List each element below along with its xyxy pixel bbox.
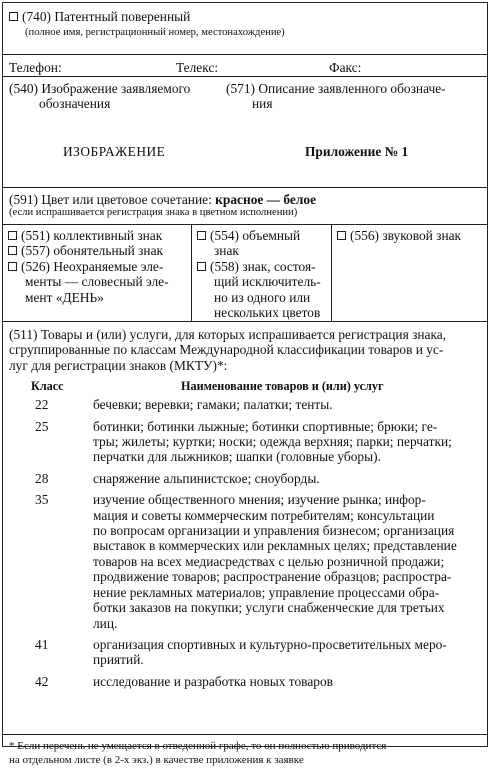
goods-description-line: организация спортивных и культурно-просветительных меро- [93, 636, 447, 652]
goods-services-section [3, 322, 487, 735]
checkbox-icon[interactable] [337, 231, 346, 240]
goods-description-line: мация и советы коммерческим потребителям; консультации [93, 507, 435, 523]
checkbox-icon[interactable] [8, 246, 17, 255]
goods-intro-line: сгруппированные по классам Международной классификации товаров и ус- [9, 342, 444, 358]
mark-type-column-1 [3, 225, 192, 321]
checkbox-icon[interactable] [197, 231, 206, 240]
mark-type-label: (557) обонятельный знак [21, 243, 164, 259]
mark-type-label: но из одного или [214, 289, 311, 305]
goods-description-line: нение рекламных материалов; управление процессами обра- [93, 584, 440, 600]
telex-label: Телекс: [176, 60, 219, 75]
goods-description [93, 674, 481, 689]
goods-description-line: исследование и разработка новых товаров [93, 673, 333, 689]
class-number: 22 [35, 397, 49, 413]
goods-description-line: по вопросам организации и управления бизнесом; организация [93, 523, 455, 539]
mark-type-label: (551) коллективный знак [21, 228, 163, 243]
goods-row [9, 492, 481, 631]
goods-row [9, 674, 481, 689]
footnote [3, 735, 487, 768]
goods-intro-line: луг для регистрации знаков (МКТУ)*: [9, 357, 228, 373]
goods-description-line: снаряжение альпинистское; сноуборды. [93, 470, 320, 486]
goods-description-line: ботки заказов на покупки; услуги снабженческие для третьих [93, 600, 445, 616]
footnote-line: * Если перечень не умещается в отведенной графе, то он полностью приводится [9, 740, 387, 752]
goods-intro [9, 327, 481, 373]
description-field-label [226, 81, 482, 112]
name-column-header: Наименование товаров и (или) услуг [181, 379, 384, 394]
goods-row [9, 637, 481, 668]
mark-type-option[interactable] [8, 243, 187, 258]
mark-type-section [3, 225, 487, 322]
image-field-label-line: обозначения [39, 96, 111, 112]
goods-description-line: лиц. [93, 615, 118, 631]
patent-attorney-hint: (полное имя, регистрационный номер, местонахождение) [25, 27, 285, 39]
goods-description-line: приятий. [93, 652, 144, 668]
checkbox-icon[interactable] [197, 262, 206, 271]
goods-description [93, 471, 481, 486]
goods-description [93, 419, 481, 465]
goods-description-line: ботинки; ботинки лыжные; ботинки спортивные; брюки; ге- [93, 418, 438, 434]
color-value: красное — белое [215, 192, 317, 207]
goods-row [9, 471, 481, 486]
mark-type-label: знак [214, 243, 239, 259]
mark-type-label: менты — словесный эле- [25, 274, 169, 290]
patent-attorney-line [9, 9, 481, 24]
class-number: 28 [35, 470, 49, 486]
goods-row [9, 397, 481, 412]
contacts-row [3, 55, 487, 77]
goods-description [93, 492, 481, 631]
description-field-label-line: (571) Описание заявленного обозначе- [226, 81, 446, 96]
color-hint: (если испрашивается регистрация знака в цветном исполнении) [9, 207, 298, 219]
mark-type-option[interactable] [197, 228, 327, 243]
mark-type-label: (554) объемный [210, 228, 301, 243]
goods-description [93, 397, 481, 412]
mark-type-label: (526) Неохраняемые эле- [21, 258, 164, 274]
mark-type-label: (558) знак, состоя- [210, 258, 316, 274]
goods-description-line: перчатки для лыжников; шапки (головные уборы). [93, 449, 381, 465]
goods-row [9, 419, 481, 465]
class-number: 42 [35, 673, 49, 689]
image-field-label-line: (540) Изображение заявляемого [9, 81, 191, 96]
mark-type-label: нескольких цветов [214, 305, 321, 321]
description-field-label-line: ния [252, 96, 273, 112]
color-line [9, 192, 481, 207]
mark-type-label: (556) звуковой знак [350, 228, 462, 243]
goods-intro-line: (511) Товары и (или) услуги, для которых испрашивается регистрация знака, [9, 327, 447, 342]
goods-description-line: товаров на всех медиасредствах с целью розничной продажи; [93, 553, 445, 569]
goods-description-line: выставок в коммерческих или рекламных целях; представление [93, 538, 457, 554]
patent-attorney-section [3, 3, 487, 55]
class-number: 25 [35, 418, 49, 434]
class-number: 41 [35, 636, 49, 652]
mark-type-option[interactable] [8, 228, 187, 243]
goods-list [9, 397, 481, 689]
class-column-header: Класс [31, 379, 64, 394]
goods-table-header [9, 379, 481, 397]
goods-description-line: бечевки; веревки; гамаки; палатки; тенты. [93, 397, 333, 413]
fax-label: Факс: [329, 60, 362, 75]
checkbox-icon[interactable] [8, 231, 17, 240]
footnote-line: на отдельном листе (в 2-х экз.) в качестве приложения к заявке [9, 753, 304, 766]
appendix-reference: Приложение № 1 [305, 144, 409, 159]
mark-type-option[interactable] [197, 259, 327, 274]
goods-description-line: продвижение товаров; распространение образцов; распростра- [93, 569, 452, 585]
image-description-section [3, 77, 487, 188]
checkbox-icon[interactable] [9, 12, 18, 21]
goods-description-line: тры; жилеты; куртки; носки; одежда верхняя; парки; перчатки; [93, 434, 452, 450]
goods-description-line: изучение общественного мнения; изучение рынка; инфор- [93, 492, 426, 508]
class-number: 35 [35, 492, 49, 508]
checkbox-icon[interactable] [8, 262, 17, 271]
trademark-application-form [2, 2, 488, 766]
phone-label: Телефон: [9, 60, 62, 75]
color-label: (591) Цвет или цветовое сочетание: [9, 192, 212, 207]
mark-type-option[interactable] [337, 228, 483, 243]
mark-type-column-2 [192, 225, 332, 321]
image-field-label [9, 81, 219, 112]
mark-type-column-3 [332, 225, 487, 321]
mark-type-option[interactable] [8, 259, 187, 274]
image-placeholder: ИЗОБРАЖЕНИЕ [63, 144, 166, 159]
color-section [3, 188, 487, 225]
goods-description [93, 637, 481, 668]
mark-type-label: мент «ДЕНЬ» [25, 289, 104, 305]
patent-attorney-label: (740) Патентный поверенный [22, 9, 191, 24]
mark-type-label: щий исключитель- [214, 274, 321, 290]
